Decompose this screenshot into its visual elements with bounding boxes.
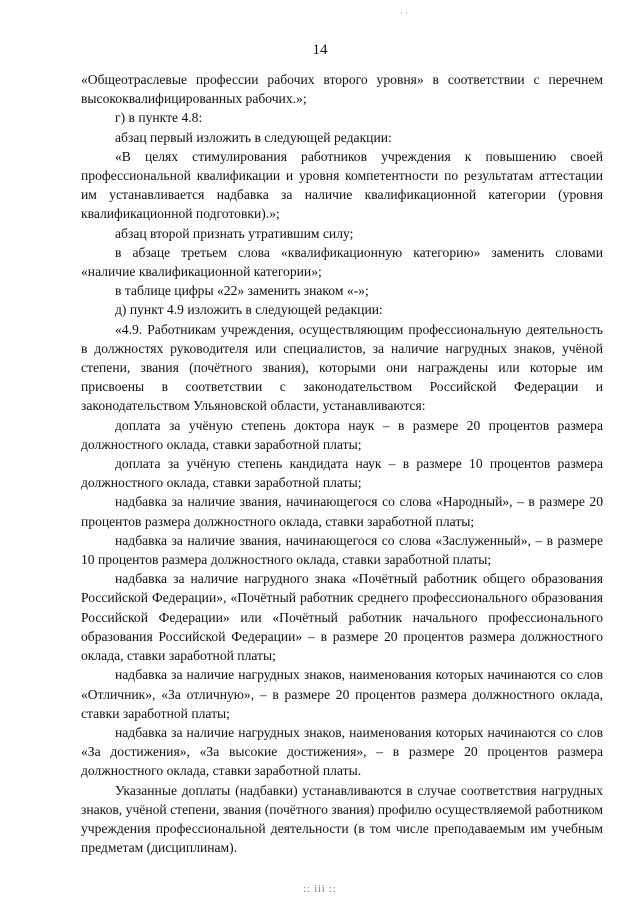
scan-footer-mark: :: iii ::: [303, 884, 337, 895]
paragraph: надбавка за наличие звания, начинающегося со слова «Заслуженный», – в размере 10 процентов размера должностного оклада, ставки заработной платы;: [81, 532, 603, 568]
document-body: [81, 70, 603, 857]
paragraph: Указанные доплаты (надбавки) устанавливаются в случае соответствия нагрудных знаков, учёной степени, звания (почётного звания) профилю осуществляемой работником учреждения профессиональной деятельности (в том числе преподаваемым им учебным предметам (дисциплинам).: [81, 782, 603, 856]
paragraph: «В целях стимулирования работников учреждения к повышению своей профессиональной квалификации и уровня компетентности по результатам аттестации им устанавливается надбавка за наличие квалификационной категории (уровня квалификационной подготовки).»;: [81, 148, 603, 222]
paragraph: надбавка за наличие нагрудного знака «Почётный работник общего образования Российской Федерации», «Почётный работник среднего профессионального образования Российской Федерации» или «Почётный работник начального профессионального образования Российской Федерации» – в размере 20 процентов размера должностного оклада, ставки заработной платы;: [81, 571, 603, 664]
paragraph: «Общеотраслевые профессии рабочих второго уровня» в соответствии с перечнем высококвалифицированных рабочих.»;: [81, 72, 603, 107]
page-number: 14: [312, 42, 328, 58]
paragraph: г) в пункте 4.8:: [115, 110, 203, 126]
paragraph: надбавка за наличие звания, начинающегося со слова «Народный», – в размере 20 процентов размера должностного оклада, ставки заработной платы;: [81, 494, 603, 529]
paragraph: абзац первый изложить в следующей редакции:: [115, 129, 392, 145]
scan-artifact: · ·: [400, 8, 409, 18]
paragraph: доплата за учёную степень кандидата наук – в размере 10 процентов размера должностного оклада, ставки заработной платы;: [81, 456, 603, 491]
paragraph: в таблице цифры «22» заменить знаком «-»;: [115, 283, 369, 299]
paragraph: в абзаце третьем слова «квалификационную категорию» заменить словами «наличие квалификационной категории»;: [81, 244, 603, 280]
paragraph: надбавка за наличие нагрудных знаков, наименования которых начинаются со слов «Отличник», «За отличную», – в размере 20 процентов размера должностного оклада, ставки заработной платы;: [81, 667, 603, 721]
paragraph: «4.9. Работникам учреждения, осуществляющим профессиональную деятельность в должностях руководителя или специалистов, за наличие нагрудных знаков, учёной степени, звания (почётного звания), которыми они награждены или которые им присвоены в соответствии с законодательством Российской Федерации и законодательством Ульяновской области, устанавливаются:: [81, 321, 603, 414]
paragraph: д) пункт 4.9 изложить в следующей редакции:: [115, 302, 383, 318]
paragraph: надбавка за наличие нагрудных знаков, наименования которых начинаются со слов «За достижения», «За высокие достижения», – в размере 20 процентов размера должностного оклада, ставки заработной платы.: [81, 724, 603, 779]
paragraph: абзац второй признать утратившим силу;: [115, 225, 354, 241]
paragraph: доплата за учёную степень доктора наук – в размере 20 процентов размера должностного оклада, ставки заработной платы;: [81, 417, 603, 452]
